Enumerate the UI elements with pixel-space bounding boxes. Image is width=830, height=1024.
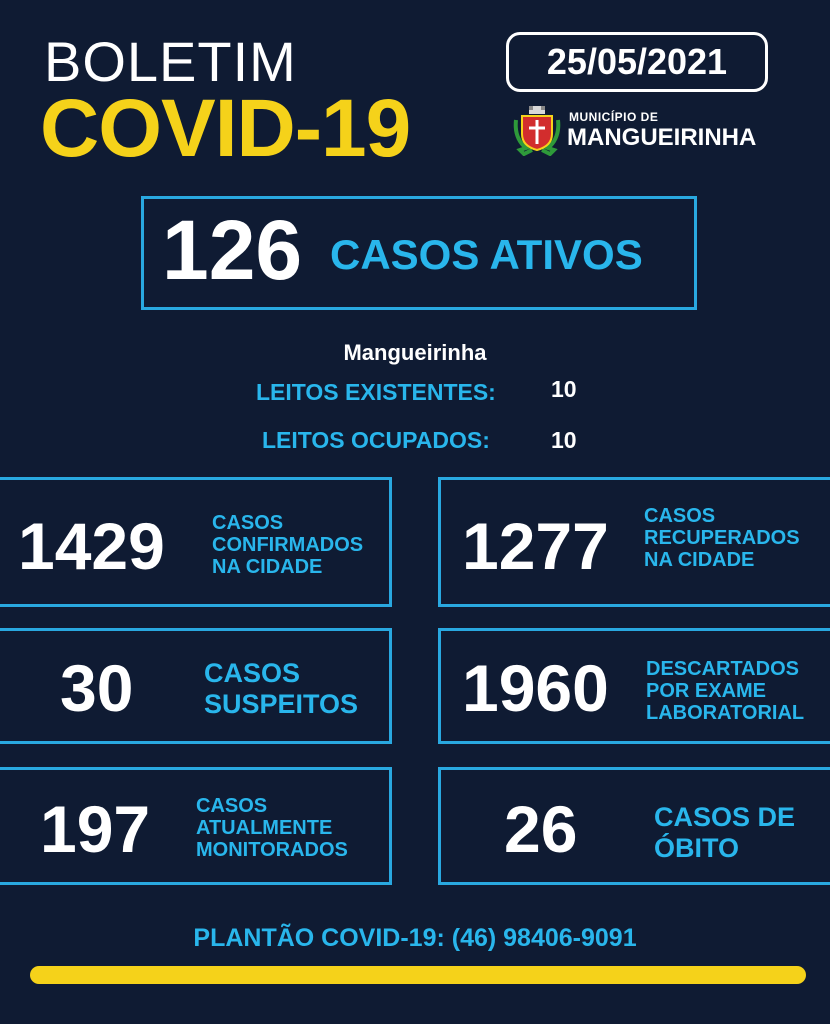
suspected-label xyxy=(204,658,358,720)
deaths-label-line1: CASOS DE xyxy=(654,802,796,832)
plantao-hotline: PLANTÃO COVID-19: (46) 98406-9091 xyxy=(193,924,637,952)
active-cases-number: 126 xyxy=(162,203,303,297)
suspected-label-line2: SUSPEITOS xyxy=(204,689,359,720)
deaths-label xyxy=(654,802,795,864)
suspected-number: 30 xyxy=(60,651,134,725)
recovered-label-line2: RECUPERADOS xyxy=(644,527,800,549)
municipality-crest-icon xyxy=(512,104,562,156)
deaths-number: 26 xyxy=(504,792,578,866)
confirmed-number: 1429 xyxy=(18,509,165,583)
discarded-number: 1960 xyxy=(462,651,609,725)
recovered-label-line1: CASOS xyxy=(644,505,716,527)
deaths-label-line2: ÓBITO xyxy=(654,833,740,864)
monitored-label-line2: ATUALMENTE xyxy=(196,817,333,839)
monitored-label xyxy=(196,795,348,861)
discarded-label xyxy=(646,658,804,724)
monitored-label-line1: CASOS xyxy=(196,795,268,817)
beds-occupied-value: 10 xyxy=(551,427,577,453)
yellow-divider-bar xyxy=(30,966,806,984)
monitored-label-line3: MONITORADOS xyxy=(196,839,348,861)
discarded-label-line2: POR EXAME xyxy=(646,680,767,702)
active-cases-label: CASOS ATIVOS xyxy=(330,231,643,278)
header-covid-title: COVID-19 xyxy=(40,83,411,174)
date-text: 25/05/2021 xyxy=(546,41,728,82)
date-badge xyxy=(506,32,768,92)
confirmed-label xyxy=(212,512,363,578)
confirmed-label-line3: NA CIDADE xyxy=(212,556,323,578)
beds-existing-value: 10 xyxy=(551,376,577,402)
recovered-label-line3: NA CIDADE xyxy=(644,549,755,571)
beds-existing-label: LEITOS EXISTENTES: xyxy=(256,379,496,405)
suspected-label-line1: CASOS xyxy=(204,658,301,688)
municipality-name: MANGUEIRINHA xyxy=(567,124,757,151)
discarded-label-line1: DESCARTADOS xyxy=(646,658,799,680)
confirmed-label-line1: CASOS xyxy=(212,512,284,534)
municipality-label: MUNICÍPIO DE xyxy=(569,110,659,124)
recovered-number: 1277 xyxy=(462,509,609,583)
recovered-label xyxy=(644,505,800,571)
beds-occupied-label: LEITOS OCUPADOS: xyxy=(262,427,490,453)
monitored-number: 197 xyxy=(40,792,151,866)
confirmed-label-line2: CONFIRMADOS xyxy=(212,534,364,556)
city-name: Mangueirinha xyxy=(343,340,487,365)
header-boletim: BOLETIM xyxy=(44,30,297,93)
discarded-label-line3: LABORATORIAL xyxy=(646,702,805,724)
